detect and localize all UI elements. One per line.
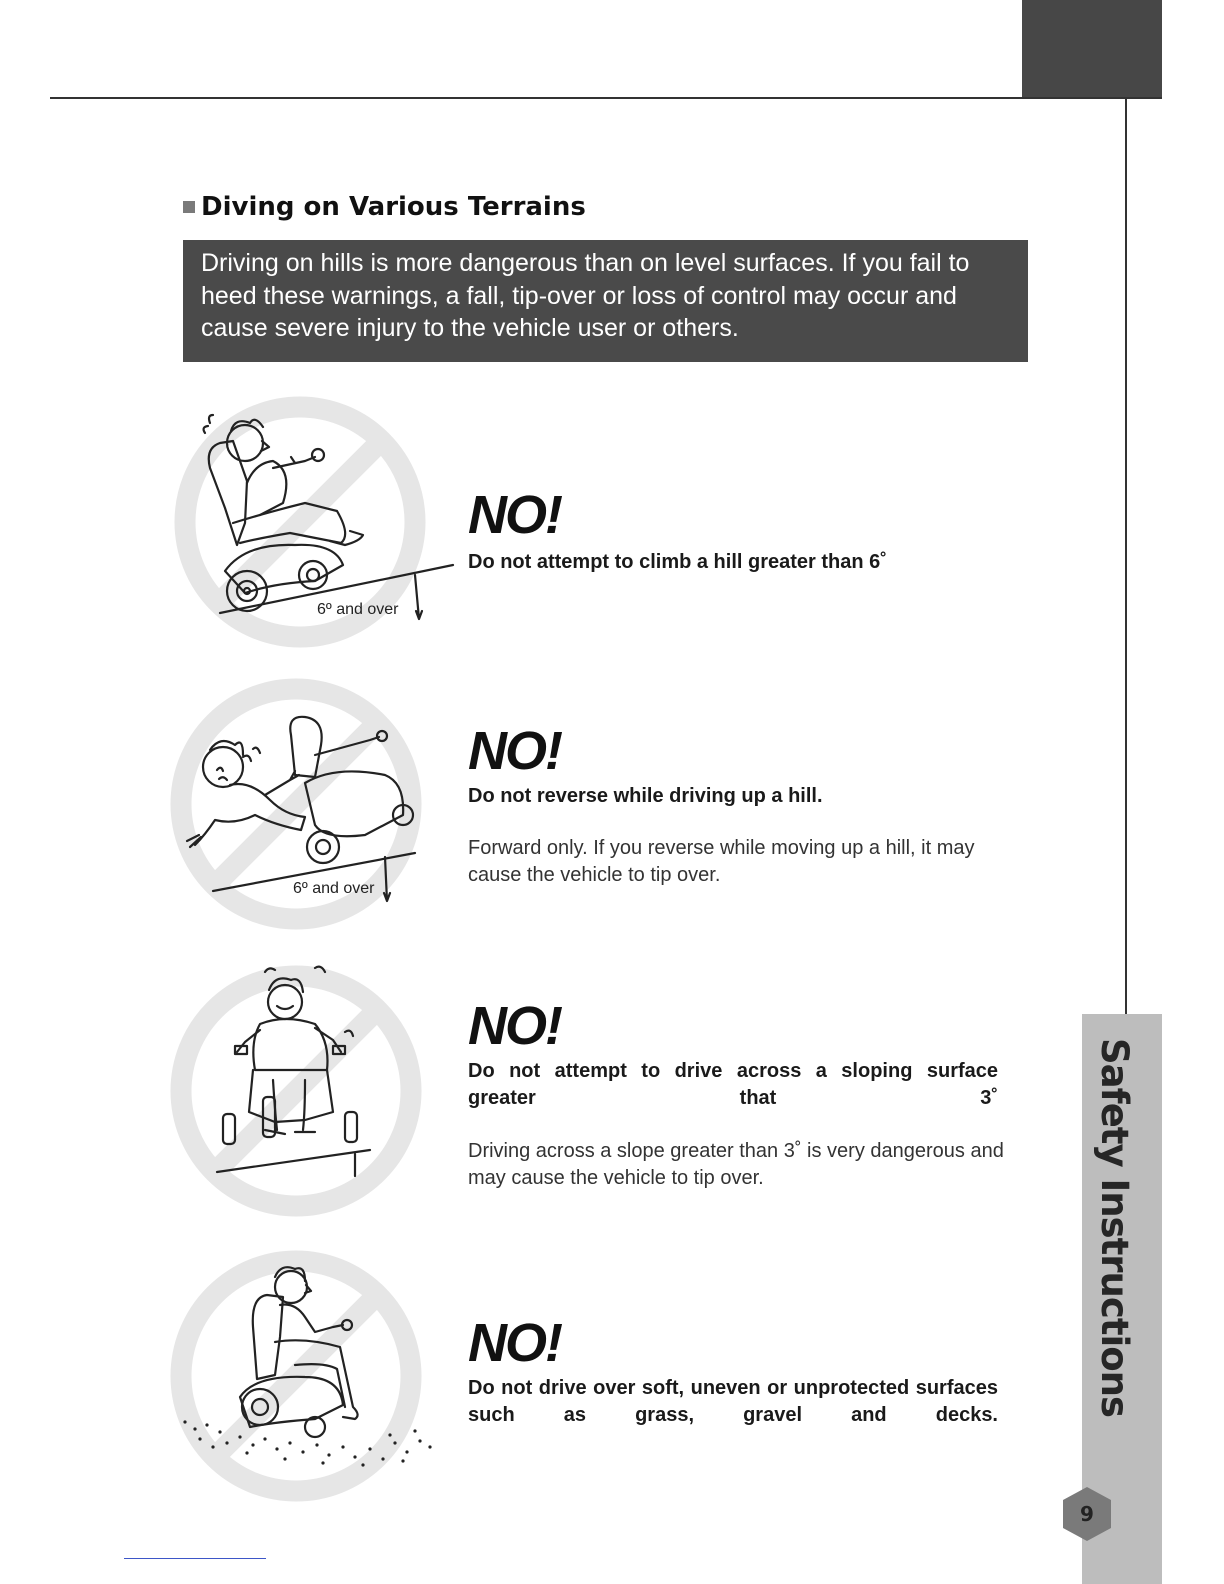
slope-label: 6º and over bbox=[293, 880, 375, 897]
warning-box bbox=[183, 240, 1028, 362]
instruction-text-line-1 bbox=[468, 1058, 998, 1112]
no-heading: NO! bbox=[468, 1313, 561, 1373]
instruction-text: Do not attempt to climb a hill greater than 6˚ bbox=[468, 551, 887, 573]
slope-label: 6º and over bbox=[317, 601, 399, 618]
side-tab-label: Safety Instructions bbox=[1093, 1038, 1136, 1417]
detail-text: Driving across a slope greater than 3˚ is very dangerous and may cause the vehicle to tip over. bbox=[468, 1140, 1004, 1189]
detail-text: Forward only. If you reverse while moving up a hill, it may cause the vehicle to tip over. bbox=[468, 837, 975, 886]
wheelchair-crossing-slope-illustration bbox=[165, 962, 460, 1232]
side-rule bbox=[1125, 98, 1127, 1014]
warning-text: Driving on hills is more dangerous than on level surfaces. If you fail to heed these warnings, a fall, tip-over or loss of control may occur and cause severe injury to the vehicle user or others. bbox=[201, 249, 970, 342]
instruction-text: Do not drive over soft, uneven or unprotected surfaces such as grass, gravel and decks. bbox=[468, 1377, 998, 1426]
no-heading: NO! bbox=[468, 996, 561, 1056]
page-number-badge bbox=[1061, 1486, 1113, 1542]
header-corner-block bbox=[1022, 0, 1162, 98]
footer-link-rule bbox=[124, 1558, 266, 1559]
header-rule bbox=[50, 97, 1162, 99]
item-climb-hill bbox=[165, 393, 1025, 673]
square-bullet-icon bbox=[183, 201, 195, 213]
item-rough-surface bbox=[165, 1247, 1025, 1527]
instruction-text: Do not attempt to drive across a sloping surface greater that 3˚ bbox=[468, 1060, 998, 1109]
item-reverse-uphill bbox=[165, 675, 1025, 955]
item-cross-slope bbox=[165, 962, 1025, 1242]
wheelchair-climbing-steep-hill-illustration bbox=[165, 393, 460, 663]
instruction-text: Do not reverse while driving up a hill. bbox=[468, 785, 823, 807]
page-number: 9 bbox=[1080, 1502, 1094, 1526]
no-heading: NO! bbox=[468, 485, 561, 545]
no-heading: NO! bbox=[468, 721, 561, 781]
section-title-text: Diving on Various Terrains bbox=[201, 192, 586, 222]
wheelchair-on-rough-gravel-illustration bbox=[165, 1247, 460, 1517]
prohibition-sign-icon bbox=[181, 976, 411, 1206]
user-falling-while-reversing-uphill-illustration bbox=[165, 675, 460, 945]
